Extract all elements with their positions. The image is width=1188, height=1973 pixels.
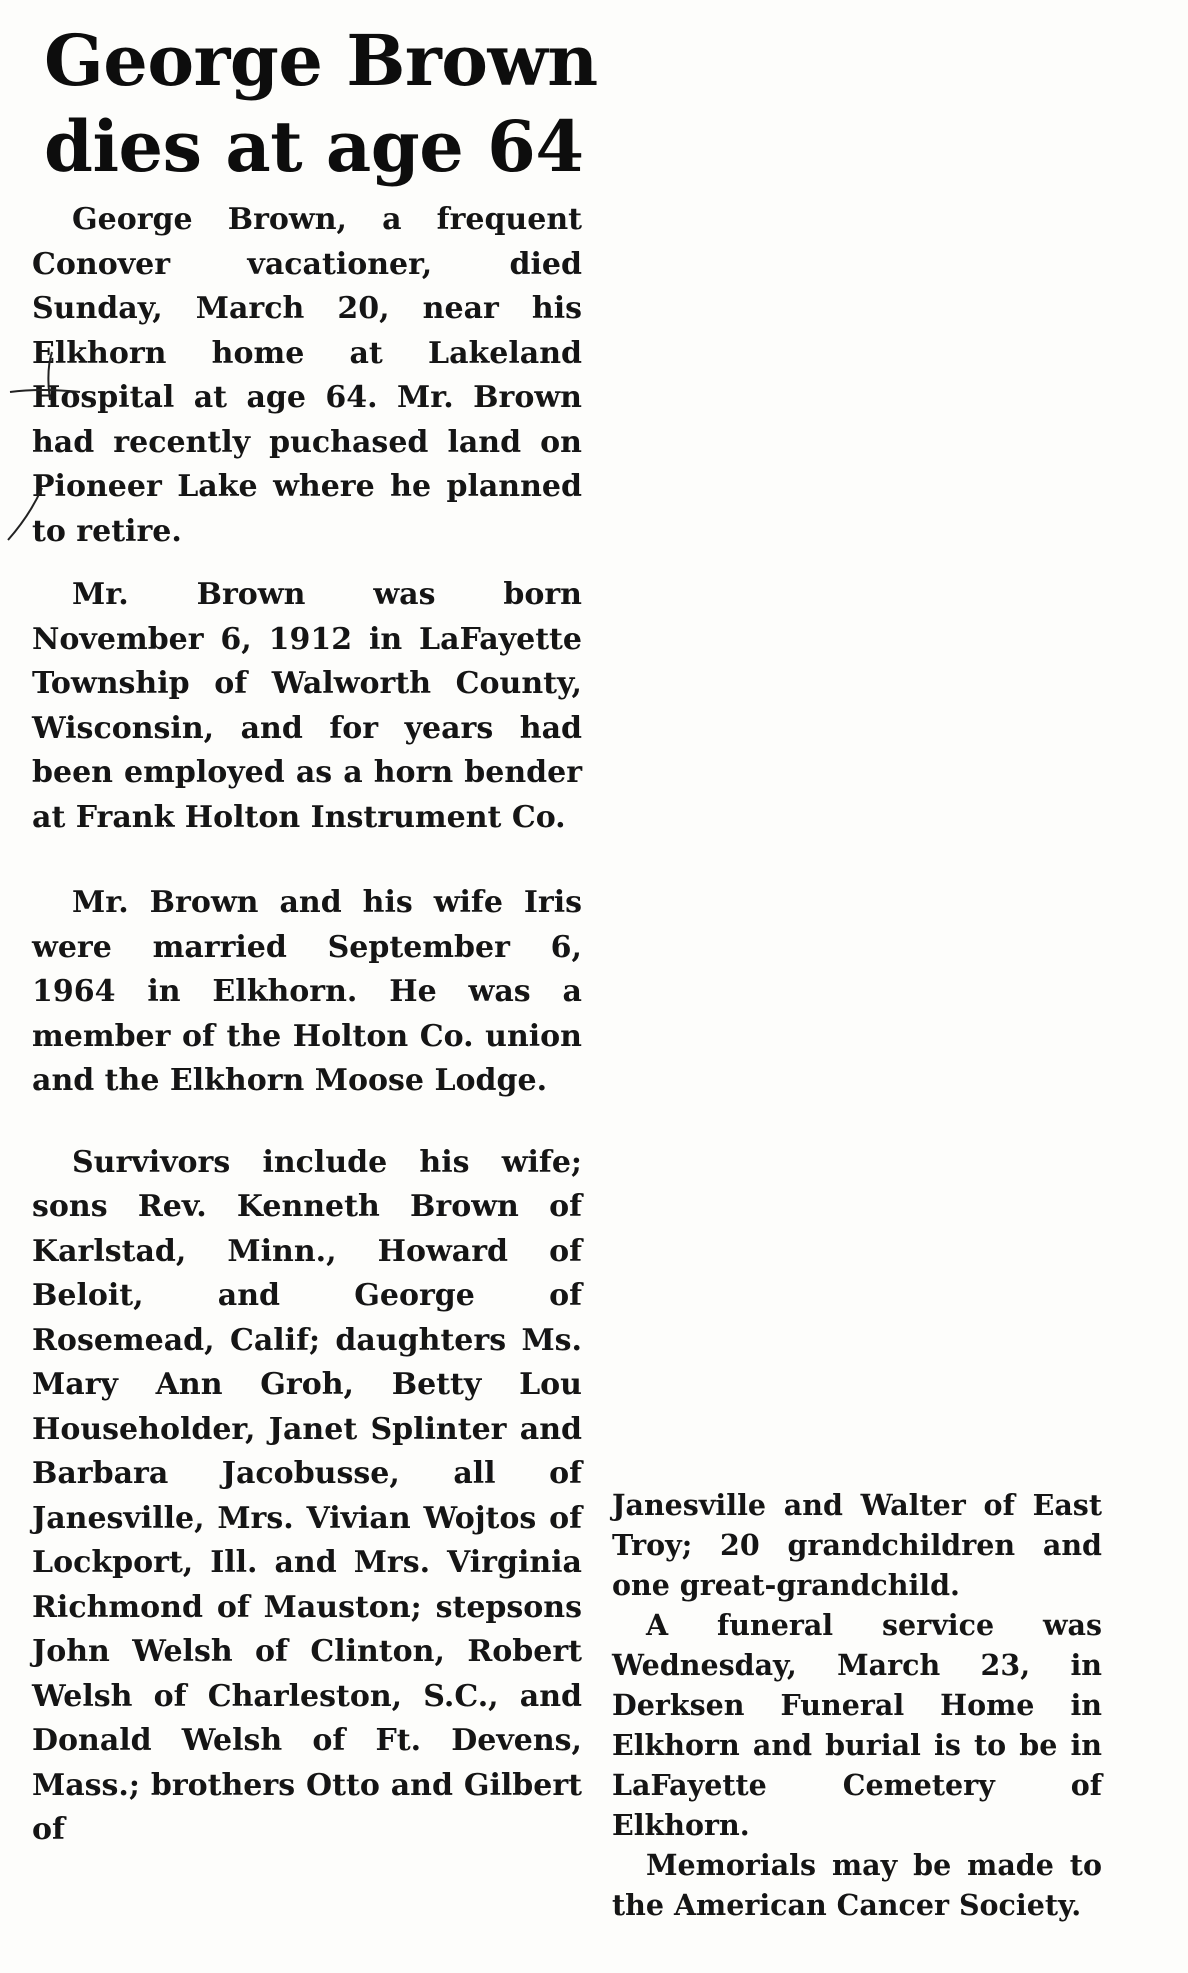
paragraph-marriage-membership: Mr. Brown and his wife Iris were married September 6, 1964 in Elkhorn. He was a member of the Holton Co. union and the Elkhorn Moose Lodge. (32, 885, 582, 1098)
paragraph-survivors-continued: Janesville and Walter of East Troy; 20 grandchildren and one great-grandchild. (612, 1488, 1102, 1602)
article-column-left (32, 198, 582, 1853)
paragraph-survivors: Survivors include his wife; sons Rev. Kenneth Brown of Karlstad, Minn., Howard of Beloit, and George of Rosemead, Calif; daughters Ms. Mary Ann Groh, Betty Lou Householder, Janet Splinter and Barbara Jacobusse, all of Janesville, Mrs. Vivian Wojtos of Lockport, Ill. and Mrs. Virginia Richmond of Mauston; stepsons John Welsh of Clinton, Robert Welsh of Charleston, S.C., and Donald Welsh of Ft. Devens, Mass.; brothers Otto and Gilbert of (32, 1144, 582, 1847)
paragraph-memorials: Memorials may be made to the American Cancer Society. (612, 1848, 1102, 1922)
paragraph-birth-employment: Mr. Brown was born November 6, 1912 in LaFayette Township of Walworth County, Wisconsin, and for years had been employed as a horn bender at Frank Holton Instrument Co. (32, 577, 582, 835)
article-column-right (612, 1485, 1102, 1925)
paragraph-death-notice: George Brown, a frequent Conover vacationer, died Sunday, March 20, near his Elkhorn home at Lakeland Hospital at age 64. Mr. Brown had recently puchased land on Pioneer Lake where he planned to retire. (32, 202, 582, 549)
paragraph-funeral-service: A funeral service was Wednesday, March 23, in Derksen Funeral Home in Elkhorn and burial is to be in LaFayette Cemetery of Elkhorn. (612, 1608, 1102, 1842)
headline: George Brown dies at age 64 (44, 19, 598, 188)
